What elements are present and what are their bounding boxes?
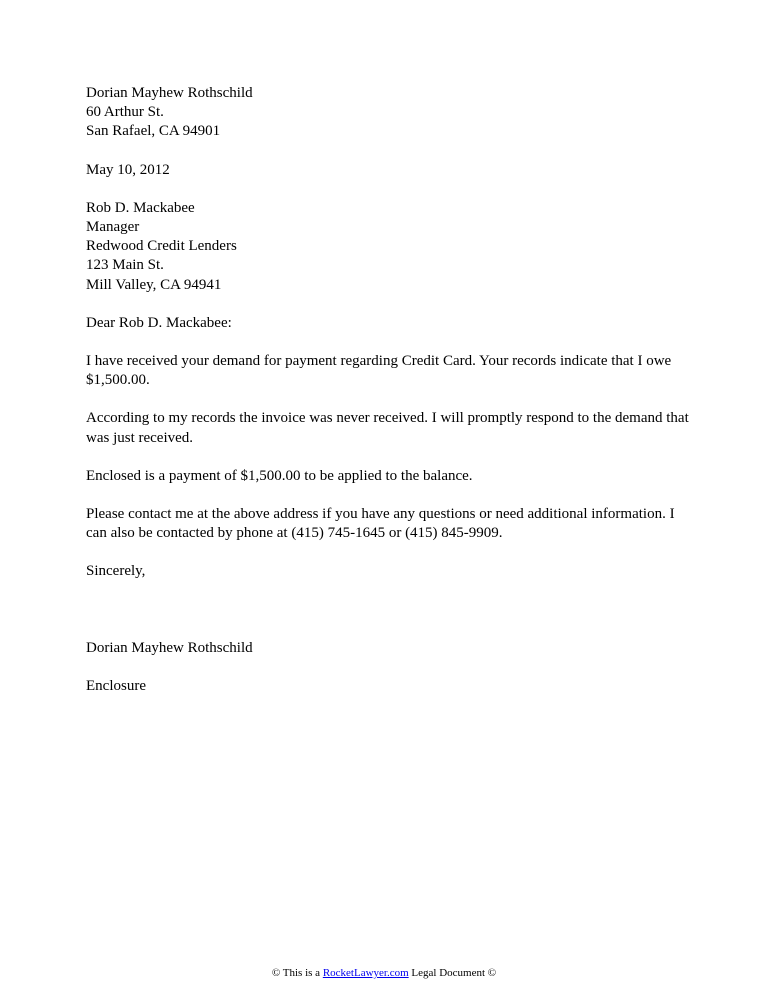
date-text: May 10, 2012 xyxy=(86,161,170,178)
paragraph-payment: Enclosed is a payment of $1,500.00 to be applied to the balance. xyxy=(86,467,473,484)
document-footer xyxy=(0,966,768,980)
paragraph-contact: Please contact me at the above address if you have any questions or need additional information. I can also be contacted by phone at (415) 745-1645 or (415) 845-9909. xyxy=(86,506,675,542)
sender-street: 60 Arthur St. xyxy=(86,104,164,121)
salutation xyxy=(86,314,696,333)
signature xyxy=(86,639,696,658)
recipient-company: Redwood Credit Lenders xyxy=(86,238,237,255)
sender-name: Dorian Mayhew Rothschild xyxy=(86,85,253,101)
paragraph-demand: I have received your demand for payment regarding Credit Card. Your records indicate that I owe $1,500.00. xyxy=(86,353,672,389)
letter-body xyxy=(86,84,696,715)
signature-name: Dorian Mayhew Rothschild xyxy=(86,639,253,656)
recipient-address xyxy=(86,199,696,295)
signature-space xyxy=(86,601,696,639)
recipient-name: Rob D. Mackabee xyxy=(86,199,195,216)
recipient-city-state-zip: Mill Valley, CA 94941 xyxy=(86,276,222,293)
salutation-text: Dear Rob D. Mackabee: xyxy=(86,314,232,331)
rocketlawyer-link[interactable]: RocketLawyer.com xyxy=(322,967,409,979)
footer-prefix: © This is a xyxy=(271,967,321,979)
closing-text: Sincerely, xyxy=(86,563,146,580)
letter-date xyxy=(86,161,696,180)
footer-suffix: Legal Document © xyxy=(411,967,497,979)
recipient-title: Manager xyxy=(86,219,140,236)
enclosure-note xyxy=(86,677,696,696)
enclosure-text: Enclosure xyxy=(86,677,146,694)
recipient-street: 123 Main St. xyxy=(86,257,164,274)
sender-address xyxy=(86,84,696,142)
paragraph-records: According to my records the invoice was never received. I will promptly respond to the demand that was just received. xyxy=(86,410,689,446)
sender-city-state-zip: San Rafael, CA 94901 xyxy=(86,123,221,140)
closing xyxy=(86,562,696,581)
